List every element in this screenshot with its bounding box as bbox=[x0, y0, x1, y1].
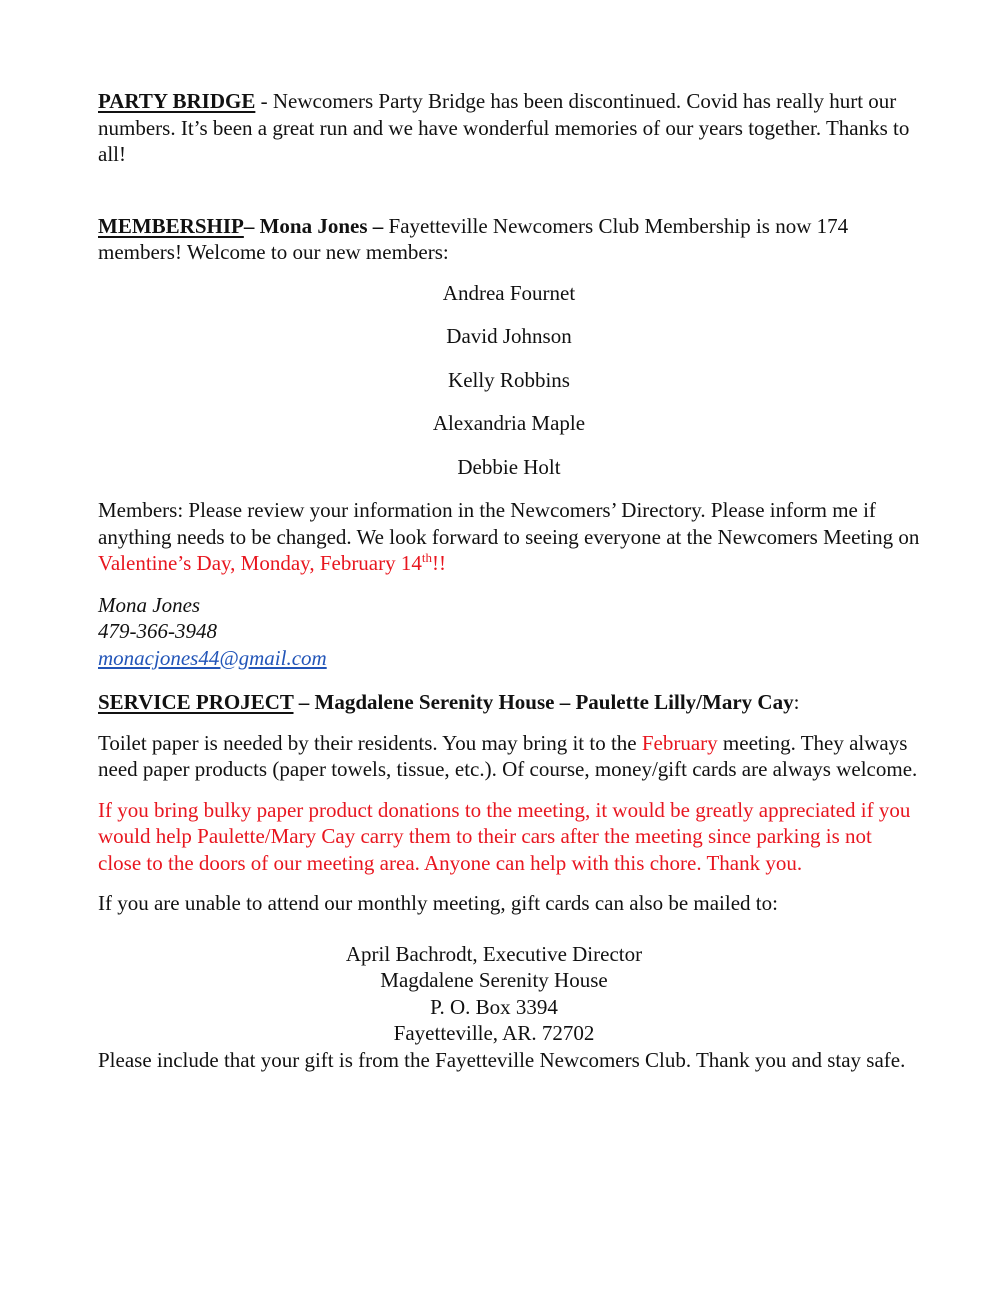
membership-intro: Fayetteville Newcomers Club Membership is now 174 members! Welcome to our new members: bbox=[98, 213, 849, 264]
address-line: Fayetteville, AR. 72702 bbox=[393, 1021, 595, 1045]
service-separator-2: – bbox=[554, 690, 576, 714]
document-page bbox=[98, 88, 920, 1073]
mailing-address bbox=[98, 941, 920, 1047]
membership-paragraph bbox=[98, 213, 920, 266]
new-member-name: Kelly Robbins bbox=[448, 367, 570, 392]
service-project-heading-line bbox=[98, 689, 920, 716]
address-line: Magdalene Serenity House bbox=[380, 968, 608, 992]
mail-intro: If you are unable to attend our monthly meeting, gift cards can also be mailed to: bbox=[98, 891, 778, 915]
service-colon: : bbox=[793, 690, 800, 714]
meeting-date-exclaim: !! bbox=[432, 551, 446, 575]
signature-email-link[interactable]: monacjones44@gmail.com bbox=[98, 645, 327, 670]
service-description bbox=[98, 730, 920, 783]
membership-review-text: Members: Please review your information in the Newcomers’ Directory. Please inform me if anything needs to be changed. We look forward to seeing everyone at the Newcomers Meeting on bbox=[98, 498, 920, 549]
service-text-after: meeting. They always need paper products (paper towels, tissue, etc.). Of course, money/gift cards are always welcome. bbox=[98, 730, 918, 781]
party-bridge-paragraph bbox=[98, 88, 920, 168]
membership-review-paragraph bbox=[98, 497, 920, 577]
meeting-date-suffix: th bbox=[421, 550, 432, 565]
address-line: P. O. Box 3394 bbox=[430, 994, 558, 1019]
membership-separator-2: – bbox=[367, 213, 389, 238]
closing-paragraph: Please include that your gift is from the Fayetteville Newcomers Club. Thank you and stay safe. bbox=[98, 1047, 906, 1072]
new-member-name: Alexandria Maple bbox=[432, 411, 586, 435]
party-bridge-separator: - bbox=[255, 89, 273, 113]
new-members-list bbox=[98, 272, 920, 490]
party-bridge-text: Newcomers Party Bridge has been discontinued. Covid has really hurt our numbers. It’s been a great run and we have wonderful memories of our years together. Thanks to all! bbox=[98, 89, 910, 166]
service-month: February bbox=[641, 730, 718, 755]
membership-signature bbox=[98, 592, 920, 672]
service-organization: Magdalene Serenity House bbox=[314, 690, 555, 714]
service-separator-1: – bbox=[293, 690, 315, 714]
service-notice: If you bring bulky paper product donations to the meeting, it would be greatly appreciated if you would help Paulette/Mary Cay carry them to their cars after the meeting since parking is not close to the doors of our meeting area. Anyone can help with this chore. Thank you. bbox=[98, 797, 911, 875]
service-text-before: Toilet paper is needed by their residents. You may bring it to the bbox=[98, 730, 642, 755]
address-line: April Bachrodt, Executive Director bbox=[345, 941, 643, 966]
party-bridge-heading: PARTY BRIDGE bbox=[98, 89, 256, 113]
service-contacts: Paulette Lilly/Mary Cay bbox=[575, 690, 794, 714]
signature-phone: 479-366-3948 bbox=[98, 619, 217, 643]
signature-name: Mona Jones bbox=[98, 592, 201, 617]
service-project-heading: SERVICE PROJECT bbox=[98, 690, 294, 714]
new-member-name: Debbie Holt bbox=[457, 454, 561, 479]
meeting-date: Valentine’s Day, Monday, February 14 bbox=[98, 551, 422, 575]
membership-separator-1: – bbox=[243, 213, 260, 238]
new-member-name: David Johnson bbox=[446, 324, 572, 348]
new-member-name: Andrea Fournet bbox=[442, 280, 576, 305]
membership-heading: MEMBERSHIP bbox=[98, 213, 244, 238]
membership-contact-name: Mona Jones bbox=[259, 213, 368, 238]
